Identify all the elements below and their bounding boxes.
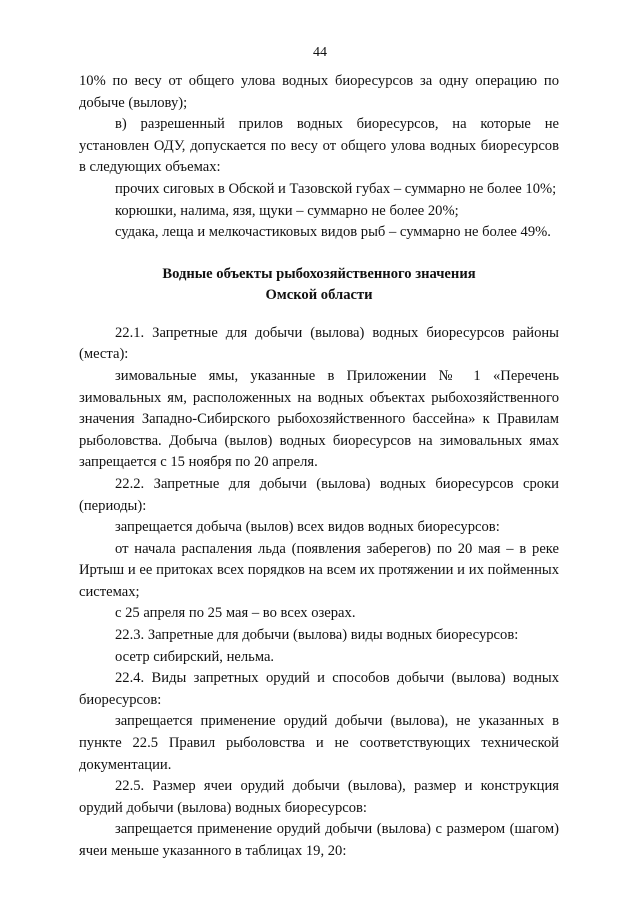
page-number: 44: [313, 45, 327, 60]
list-item: судака, леща и мелкочастиковых видов рыб – суммарно не более 49%.: [115, 224, 551, 241]
paragraph: 10% по весу от общего улова водных биоресурсов за одну операцию по добыче (вылову);: [79, 73, 559, 111]
paragraph: запрещается применение орудий добычи (вылова), не указанных в пункте 22.5 Правил рыболовства и не соответствующих технической документации.: [79, 713, 559, 773]
section-heading-line: Омской области: [265, 286, 373, 303]
section-heading: [79, 264, 559, 306]
paragraph: от начала распаления льда (появления заберегов) по 20 мая – в реке Иртыш и ее притоках всех порядков на всем их протяжении и их пойменных системах;: [79, 540, 559, 600]
paragraph: осетр сибирский, нельма.: [115, 648, 275, 665]
paragraph: запрещается добыча (вылов) всех видов водных биоресурсов:: [115, 519, 500, 536]
paragraph: 22.2. Запретные для добычи (вылова) водных биоресурсов сроки (периоды):: [79, 475, 559, 514]
paragraph: 22.5. Размер ячеи орудий добычи (вылова), размер и конструкция орудий добычи (вылова) водных биоресурсов:: [79, 778, 559, 816]
paragraph: зимовальные ямы, указанные в Приложении № 1 «Перечень зимовальных ям, расположенных на водных объектах рыбохозяйственного значения Западно-Сибирского рыбохозяйственного бассейна» к Правилам рыболовства. Добыча (вылов) водных биоресурсов на зимовальных ямах запрещается с 15 ноября по 20 апреля.: [79, 367, 559, 471]
paragraph: 22.4. Виды запретных орудий и способов добычи (вылова) водных биоресурсов:: [79, 670, 559, 708]
section-heading-line: Водные объекты рыбохозяйственного значения: [162, 265, 476, 282]
paragraph: 22.3. Запретные для добычи (вылова) виды водных биоресурсов:: [115, 627, 519, 644]
list-item: корюшки, налима, язя, щуки – суммарно не более 20%;: [115, 202, 459, 219]
list-item: прочих сиговых в Обской и Тазовской губах – суммарно не более 10%;: [115, 180, 557, 197]
paragraph: с 25 апреля по 25 мая – во всех озерах.: [115, 605, 356, 622]
paragraph: в) разрешенный прилов водных биоресурсов, на которые не установлен ОДУ, допускается по весу от общего улова водных биоресурсов в следующих объемах:: [79, 116, 559, 176]
paragraph: запрещается применение орудий добычи (вылова) с размером (шагом) ячеи меньше указанного в таблицах 19, 20:: [79, 821, 559, 859]
paragraph: 22.1. Запретные для добычи (вылова) водных биоресурсов районы (места):: [79, 324, 559, 363]
document-body: [79, 71, 559, 863]
